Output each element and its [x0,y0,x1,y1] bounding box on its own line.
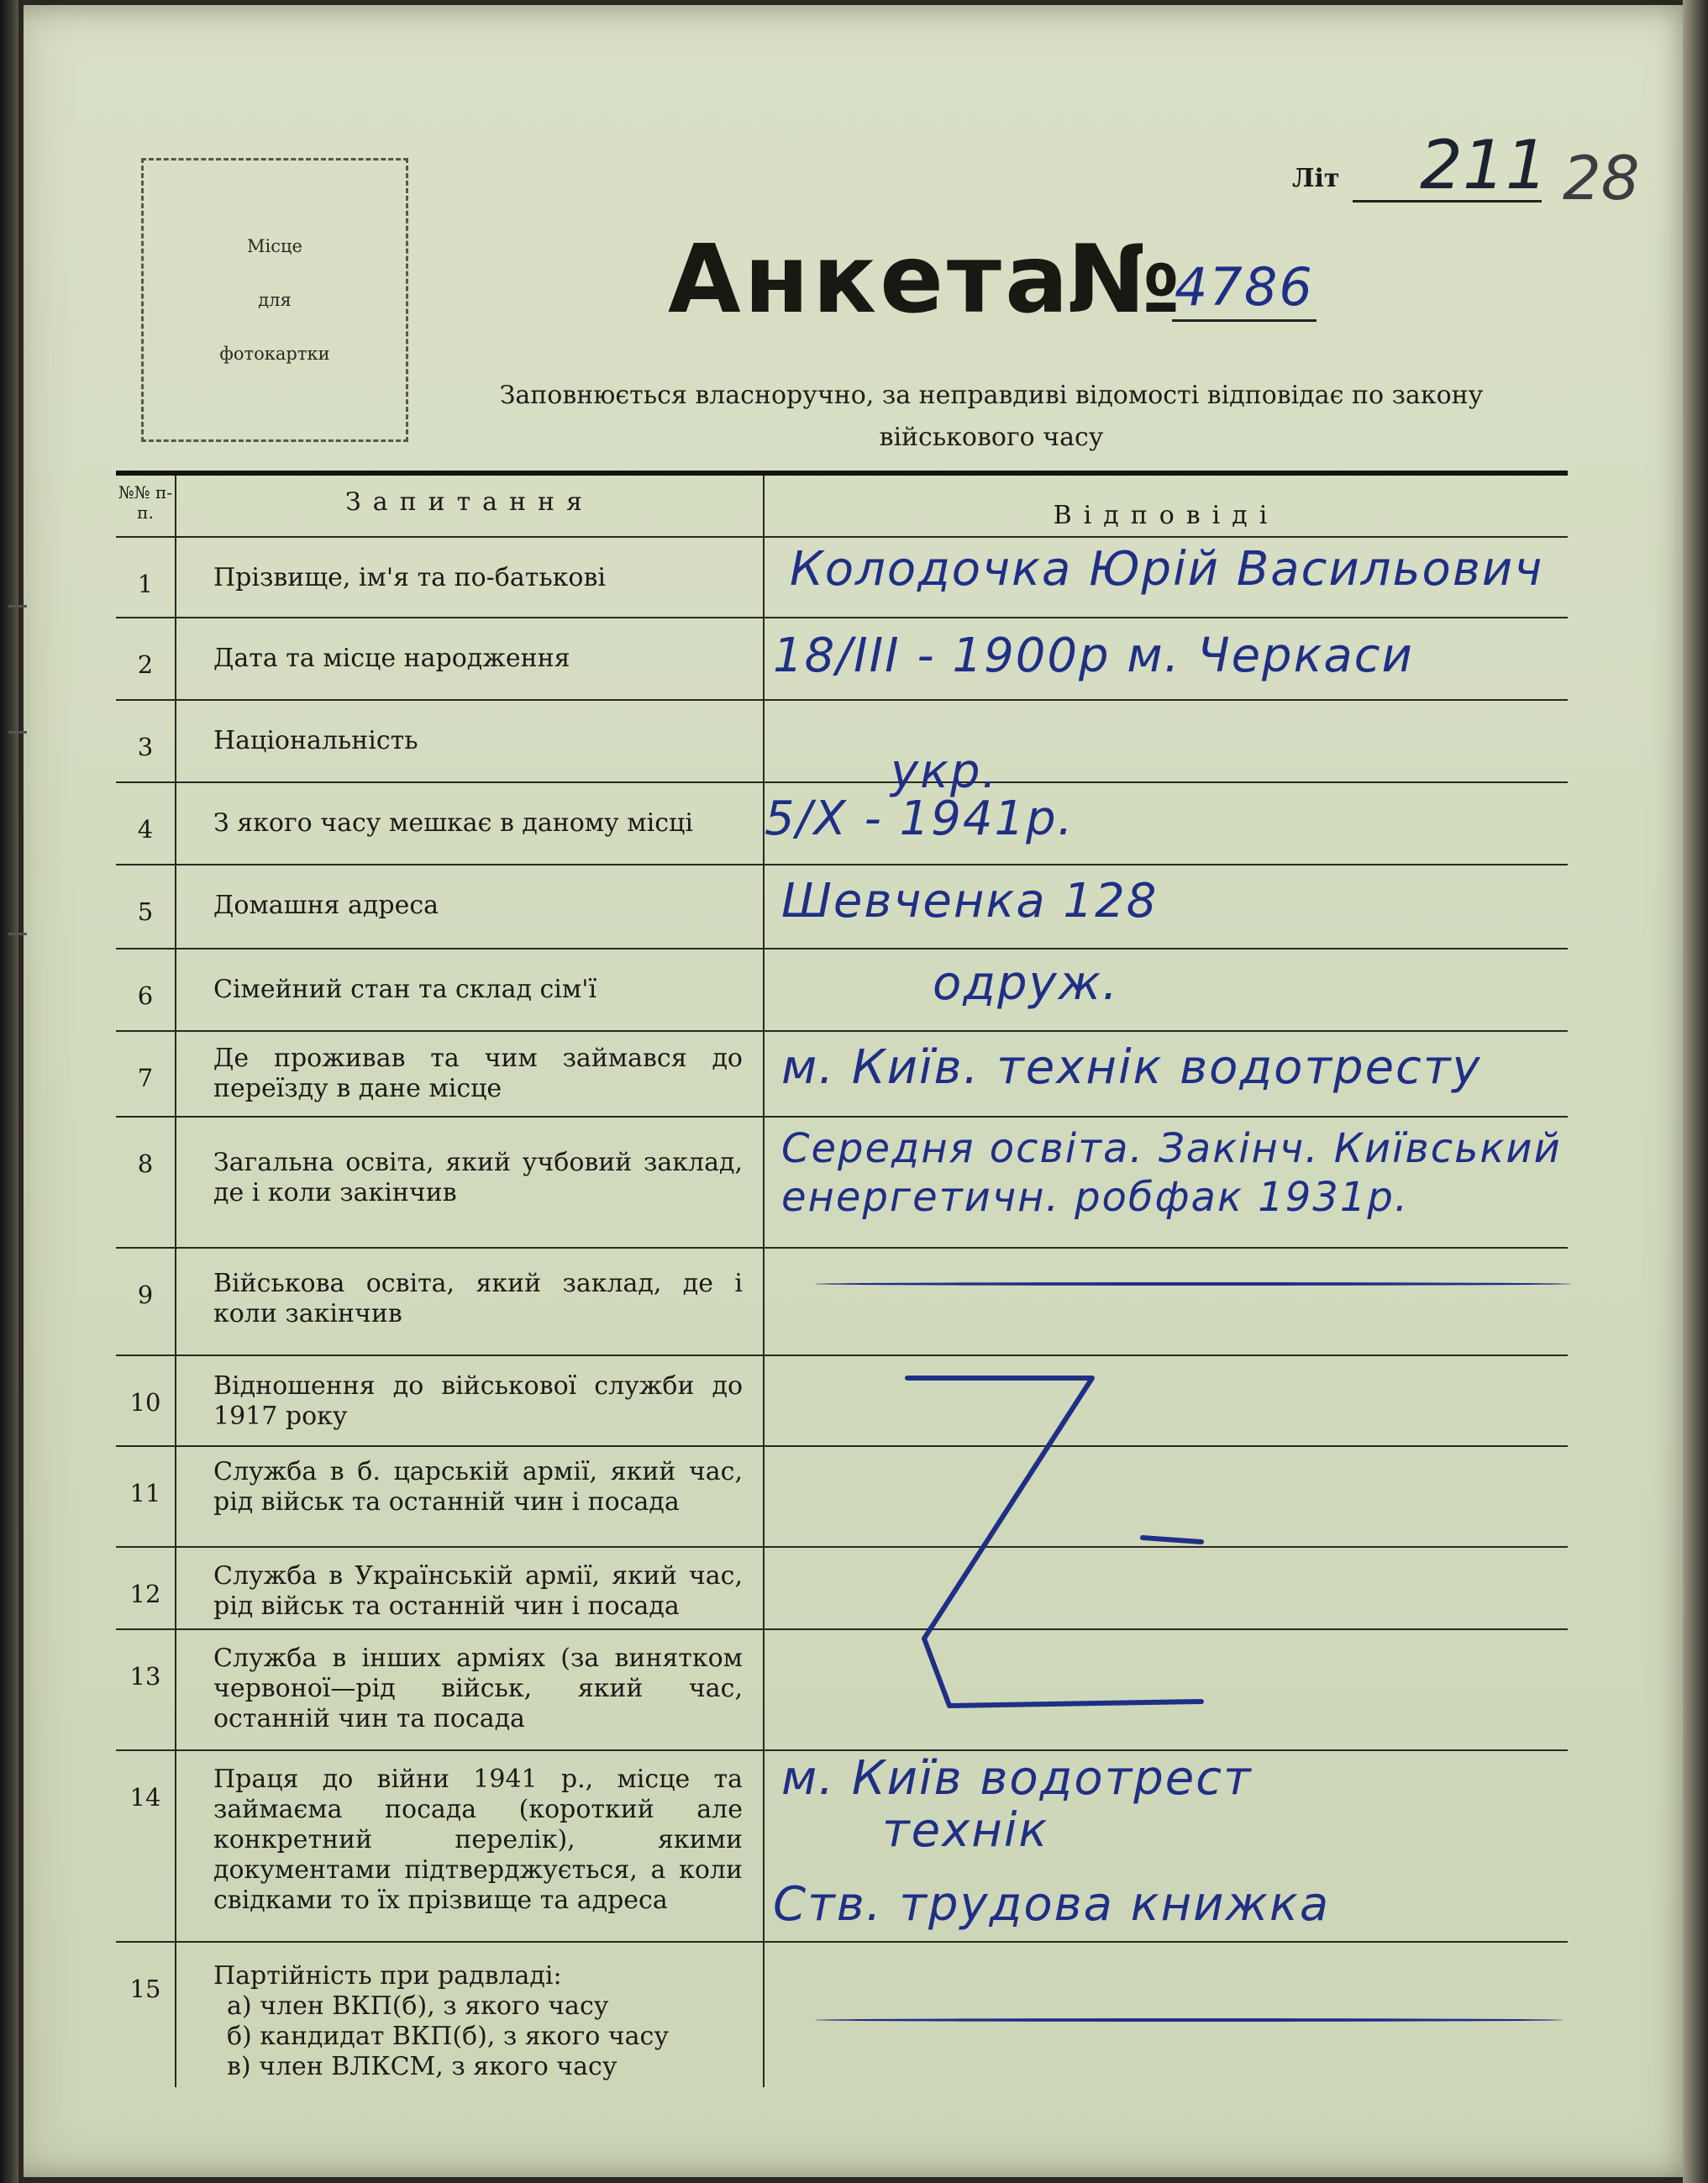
table-row [116,538,1568,618]
margin-tick [8,605,27,608]
answer: 5/X - 1941р. [765,792,1075,846]
z-strike-mark [891,1361,1210,1714]
answer: Шевченка 128 [781,874,1159,928]
table-row [116,1032,1568,1118]
dash-line [815,2018,1563,2022]
number-sign: № [1067,225,1180,334]
dash-line [815,1282,1571,1286]
row-number: 15 [116,1943,176,2087]
question-sub: в) член ВЛКСМ, з якого часу [227,2052,618,2081]
col-answer-header: Відповіді [1053,501,1280,530]
row-number: 13 [116,1630,176,1749]
table-row [116,783,1568,865]
answer-line-2: технік [882,1803,1049,1858]
answer: укр. [891,744,999,799]
question: Сімейний стан та склад сім'ї [176,949,765,1030]
row-number: 1 [116,538,176,617]
row-number: 10 [116,1356,176,1445]
table-row [116,1630,1568,1751]
table-row [116,618,1568,701]
col-question-header: Запитання [176,476,765,536]
corner-number: 28 [1563,143,1640,213]
photo-label-2: для [258,290,292,310]
question: Військова освіта, який заклад, де і коли закінчив [176,1249,765,1355]
subtitle: Заповнюється власноручно, за неправдиві відомості відповідає по закону військового часу [499,381,1484,452]
question: Дата та місце народження [176,618,765,699]
question: Служба в Українській армії, який час, рід військ та останній чин і посада [176,1548,765,1628]
table-row [116,1548,1568,1630]
question-main: Партійність при радвладі: [213,1961,562,1991]
table-row [116,701,1568,799]
answer: Колодочка Юрій Васильович [790,542,1544,597]
table-row [116,1943,1568,2087]
answer-line-1: м. Київ водотрест [781,1751,1253,1806]
table-row [116,1356,1568,1447]
row-number: 9 [116,1249,176,1355]
margin-tick [8,933,27,935]
row-number: 8 [116,1118,176,1247]
question: Прізвище, ім'я та по-батькові [176,538,765,617]
row-number: 2 [116,618,176,699]
question: Служба в інших арміях (за винятком червоної—рід військ, який час, останній чин та посада [176,1630,765,1749]
table-row [116,1118,1568,1249]
page-title: Анкета [668,225,1072,334]
answer: 18/III - 1900р м. Черкаси [773,629,1414,683]
row-number: 11 [116,1447,176,1546]
answer: одруж. [933,956,1119,1011]
question: Національність [176,701,765,781]
question: З якого часу мешкає в даному місці [176,783,765,864]
row-number: 12 [116,1548,176,1628]
row-number: 7 [116,1032,176,1116]
lit-label: Літ [1292,164,1340,193]
photo-label-3: фотокартки [219,344,330,364]
table-row [116,1249,1568,1356]
row-number: 6 [116,949,176,1030]
question: Служба в б. царській армії, який час, рід військ та останній чин і посада [176,1447,765,1546]
margin-tick [8,731,27,734]
question: Де проживав та чим займався до переїзду в дане місце [176,1032,765,1116]
number-underline [1172,319,1316,322]
row-number: 3 [116,701,176,781]
table-row [116,949,1568,1032]
binding-edge [0,0,18,2183]
questionnaire-table [116,471,1568,2087]
row-number: 4 [116,783,176,864]
photo-placeholder [141,158,408,442]
question-sub: б) кандидат ВКП(б), з якого часу [227,2022,669,2051]
answer: Середня освіта. Закінч. Київський енергетичн. робфак 1931р. [781,1125,1562,1221]
table-row [116,1751,1568,1943]
table-row [116,865,1568,949]
question: Праця до війни 1941 р., місце та займаєма посада (короткий але конкретний перелік), якими документами підтверджується, а коли свідками то їх прізвище та адреса [176,1751,765,1941]
photo-label-1: Місце [247,236,302,256]
answer-line-3: Ств. трудова книжка [773,1877,1331,1932]
lit-number: 211 [1420,126,1548,204]
question: Домашня адреса [176,865,765,948]
col-num-header: №№ п-п. [116,476,176,536]
row-number: 14 [116,1751,176,1941]
answer: м. Київ. технік водотресту [781,1040,1482,1095]
table-header [116,476,1568,538]
question [176,1943,765,2087]
question: Відношення до військової служби до 1917 року [176,1356,765,1445]
page-stack-edge [1683,0,1708,2183]
question: Загальна освіта, який учбовий заклад, де і коли закінчив [176,1118,765,1247]
question-sub: а) член ВКП(б), з якого часу [227,1991,609,2021]
anketa-number: 4786 [1175,256,1314,318]
row-number: 5 [116,865,176,948]
table-row [116,1447,1568,1548]
